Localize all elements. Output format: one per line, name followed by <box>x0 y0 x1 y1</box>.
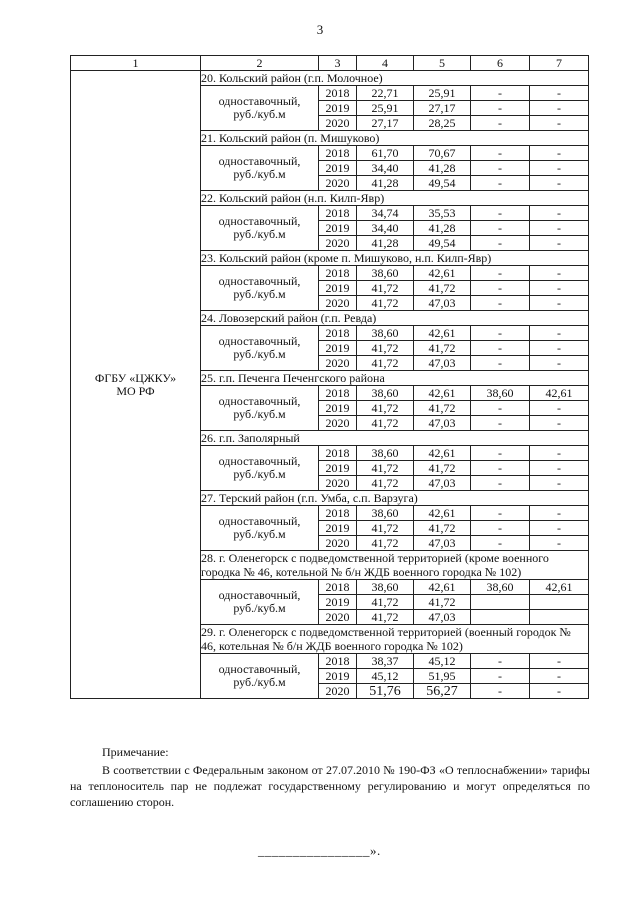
year-cell: 2020 <box>319 176 357 191</box>
value-cell: 38,60 <box>471 386 530 401</box>
tariff-kind-line: одноставочный, <box>218 588 301 602</box>
value-cell: - <box>471 536 530 551</box>
value-cell: - <box>530 86 589 101</box>
value-cell: 38,60 <box>357 266 414 281</box>
organization-cell <box>71 71 201 699</box>
value-cell: 41,72 <box>357 595 414 610</box>
value-cell: 49,54 <box>414 236 471 251</box>
signature-line: ________________». <box>258 843 381 858</box>
value-cell: - <box>471 326 530 341</box>
value-cell: 41,72 <box>357 296 414 311</box>
value-cell: - <box>530 146 589 161</box>
year-cell: 2020 <box>319 684 357 699</box>
section-title: 28. г. Оленегорск с подведомственной территорией (кроме военного городка № 46, котельной № б/н ЖДБ военного городка № 102) <box>201 551 589 580</box>
tariff-kind-line: руб./куб.м <box>233 287 286 301</box>
value-cell: - <box>530 176 589 191</box>
value-cell: - <box>471 101 530 116</box>
value-cell: 27,17 <box>357 116 414 131</box>
value-cell: 41,72 <box>357 476 414 491</box>
value-cell: 41,28 <box>414 221 471 236</box>
value-cell: - <box>471 356 530 371</box>
value-cell: 42,61 <box>414 266 471 281</box>
value-cell: - <box>471 281 530 296</box>
year-cell: 2019 <box>319 595 357 610</box>
value-cell: 70,67 <box>414 146 471 161</box>
tariff-kind <box>201 326 319 371</box>
year-cell: 2020 <box>319 296 357 311</box>
section-title: 27. Терский район (г.п. Умба, с.п. Варзуга) <box>201 491 589 506</box>
value-cell <box>530 595 589 610</box>
value-cell: - <box>471 461 530 476</box>
section-title: 29. г. Оленегорск с подведомственной территорией (военный городок № 46, котельная № б/н ЖДБ военного городка № 102) <box>201 625 589 654</box>
value-cell: - <box>471 221 530 236</box>
tariff-kind-line: одноставочный, <box>218 214 301 228</box>
value-cell: 42,61 <box>414 326 471 341</box>
tariff-kind <box>201 266 319 311</box>
year-cell: 2019 <box>319 401 357 416</box>
tariff-kind-line: руб./куб.м <box>233 107 286 121</box>
section-title: 26. г.п. Заполярный <box>201 431 589 446</box>
tariff-kind <box>201 206 319 251</box>
value-cell: - <box>530 461 589 476</box>
value-cell: 41,72 <box>357 521 414 536</box>
year-cell: 2020 <box>319 610 357 625</box>
value-cell: - <box>471 684 530 699</box>
year-cell: 2019 <box>319 341 357 356</box>
tariff-kind-line: одноставочный, <box>218 662 301 676</box>
section-title: 21. Кольский район (п. Мишуково) <box>201 131 589 146</box>
value-cell: 47,03 <box>414 416 471 431</box>
value-cell: - <box>471 401 530 416</box>
value-cell: 49,54 <box>414 176 471 191</box>
value-cell: 45,12 <box>357 669 414 684</box>
tariff-kind-line: руб./куб.м <box>233 347 286 361</box>
value-cell: 45,12 <box>414 654 471 669</box>
value-cell: 38,60 <box>471 580 530 595</box>
value-cell: - <box>471 416 530 431</box>
value-cell: 38,60 <box>357 580 414 595</box>
value-cell: 42,61 <box>414 580 471 595</box>
tariff-kind-line: одноставочный, <box>218 334 301 348</box>
year-cell: 2020 <box>319 416 357 431</box>
tariff-kind <box>201 86 319 131</box>
value-cell: 41,72 <box>357 401 414 416</box>
tariff-kind-line: одноставочный, <box>218 394 301 408</box>
year-cell: 2018 <box>319 206 357 221</box>
year-cell: 2020 <box>319 116 357 131</box>
section-title: 22. Кольский район (н.п. Килп-Явр) <box>201 191 589 206</box>
year-cell: 2018 <box>319 326 357 341</box>
tariff-table <box>70 55 589 699</box>
value-cell: - <box>471 206 530 221</box>
value-cell: 47,03 <box>414 476 471 491</box>
tariff-kind-line: одноставочный, <box>218 454 301 468</box>
value-cell: - <box>471 341 530 356</box>
organization-name: МО РФ <box>116 383 155 398</box>
value-cell: 41,72 <box>357 281 414 296</box>
year-cell: 2018 <box>319 386 357 401</box>
value-cell: 42,61 <box>530 580 589 595</box>
section-title: 23. Кольский район (кроме п. Мишуково, н.п. Килп-Явр) <box>201 251 589 266</box>
year-cell: 2019 <box>319 669 357 684</box>
value-cell: - <box>530 341 589 356</box>
column-number: 2 <box>201 56 319 71</box>
value-cell: 38,60 <box>357 506 414 521</box>
value-cell: - <box>530 266 589 281</box>
value-cell: 41,28 <box>414 161 471 176</box>
value-cell: - <box>530 669 589 684</box>
value-cell: - <box>530 221 589 236</box>
value-cell: 41,72 <box>414 521 471 536</box>
value-cell: - <box>471 506 530 521</box>
value-cell: 47,03 <box>414 536 471 551</box>
section-title: 24. Ловозерский район (г.п. Ревда) <box>201 311 589 326</box>
value-cell: - <box>471 654 530 669</box>
tariff-kind-line: руб./куб.м <box>233 227 286 241</box>
value-cell: 35,53 <box>414 206 471 221</box>
section-title: 25. г.п. Печенга Печенгского района <box>201 371 589 386</box>
tariff-kind <box>201 506 319 551</box>
value-cell: - <box>530 401 589 416</box>
tariff-kind-line: руб./куб.м <box>233 601 286 615</box>
year-cell: 2018 <box>319 580 357 595</box>
year-cell: 2020 <box>319 236 357 251</box>
value-cell: - <box>471 446 530 461</box>
value-cell: 42,61 <box>414 506 471 521</box>
value-cell: 61,70 <box>357 146 414 161</box>
value-cell: - <box>471 146 530 161</box>
value-cell: - <box>530 684 589 699</box>
column-number: 3 <box>319 56 357 71</box>
value-cell: 51,95 <box>414 669 471 684</box>
year-cell: 2018 <box>319 146 357 161</box>
value-cell: - <box>530 536 589 551</box>
value-cell: - <box>530 236 589 251</box>
value-cell: 41,72 <box>357 536 414 551</box>
value-cell: - <box>530 521 589 536</box>
value-cell: 42,61 <box>414 386 471 401</box>
tariff-kind-line: одноставочный, <box>218 514 301 528</box>
value-cell: - <box>471 669 530 684</box>
year-cell: 2019 <box>319 161 357 176</box>
column-number: 1 <box>71 56 201 71</box>
value-cell: 41,72 <box>357 461 414 476</box>
value-cell: 38,60 <box>357 446 414 461</box>
value-cell: - <box>471 476 530 491</box>
value-cell: - <box>471 521 530 536</box>
column-number-row <box>71 56 589 71</box>
note <box>70 744 590 810</box>
tariff-kind <box>201 446 319 491</box>
year-cell: 2018 <box>319 266 357 281</box>
column-number: 6 <box>471 56 530 71</box>
value-cell: 34,40 <box>357 161 414 176</box>
value-cell: 47,03 <box>414 356 471 371</box>
value-cell: 27,17 <box>414 101 471 116</box>
value-cell: 41,72 <box>357 356 414 371</box>
value-cell: - <box>530 654 589 669</box>
year-cell: 2018 <box>319 86 357 101</box>
value-cell: - <box>530 206 589 221</box>
value-cell: 42,61 <box>530 386 589 401</box>
year-cell: 2019 <box>319 101 357 116</box>
tariff-kind <box>201 146 319 191</box>
value-cell: 25,91 <box>357 101 414 116</box>
value-cell: - <box>530 161 589 176</box>
value-cell: 28,25 <box>414 116 471 131</box>
value-cell: - <box>530 101 589 116</box>
tariff-kind-line: руб./куб.м <box>233 167 286 181</box>
section-title: 20. Кольский район (г.п. Молочное) <box>201 71 589 86</box>
value-cell: 41,72 <box>414 341 471 356</box>
value-cell: 41,72 <box>414 461 471 476</box>
value-cell: - <box>530 116 589 131</box>
value-cell: 56,27 <box>414 684 471 699</box>
value-cell: - <box>530 281 589 296</box>
value-cell: 41,72 <box>414 281 471 296</box>
value-cell: 41,72 <box>357 610 414 625</box>
tariff-kind-line: руб./куб.м <box>233 407 286 421</box>
value-cell: - <box>530 356 589 371</box>
value-cell: 38,60 <box>357 386 414 401</box>
column-number: 5 <box>414 56 471 71</box>
value-cell: 38,60 <box>357 326 414 341</box>
value-cell: 42,61 <box>414 446 471 461</box>
year-cell: 2020 <box>319 476 357 491</box>
value-cell: 34,74 <box>357 206 414 221</box>
value-cell: 41,72 <box>414 595 471 610</box>
note-title: Примечание: <box>102 745 169 759</box>
organization-name: ФГБУ «ЦЖКУ» <box>94 370 177 385</box>
tariff-kind-line: одноставочный, <box>218 94 301 108</box>
value-cell: - <box>471 236 530 251</box>
value-cell: 41,72 <box>414 401 471 416</box>
value-cell: 25,91 <box>414 86 471 101</box>
tariff-kind <box>201 654 319 699</box>
value-cell: 38,37 <box>357 654 414 669</box>
value-cell: - <box>530 476 589 491</box>
year-cell: 2019 <box>319 221 357 236</box>
column-number: 4 <box>357 56 414 71</box>
value-cell: - <box>530 416 589 431</box>
column-number: 7 <box>530 56 589 71</box>
value-cell: 41,28 <box>357 176 414 191</box>
tariff-kind <box>201 580 319 625</box>
section-title-row <box>71 71 589 86</box>
value-cell: 41,72 <box>357 416 414 431</box>
tariff-kind <box>201 386 319 431</box>
value-cell: 34,40 <box>357 221 414 236</box>
value-cell: 41,28 <box>357 236 414 251</box>
year-cell: 2019 <box>319 461 357 476</box>
year-cell: 2020 <box>319 536 357 551</box>
value-cell: - <box>471 266 530 281</box>
value-cell: - <box>530 296 589 311</box>
tariff-kind-line: одноставочный, <box>218 154 301 168</box>
year-cell: 2019 <box>319 521 357 536</box>
year-cell: 2019 <box>319 281 357 296</box>
year-cell: 2018 <box>319 654 357 669</box>
year-cell: 2018 <box>319 446 357 461</box>
value-cell: 47,03 <box>414 610 471 625</box>
value-cell: - <box>530 326 589 341</box>
value-cell: - <box>471 176 530 191</box>
value-cell: - <box>471 161 530 176</box>
tariff-kind-line: руб./куб.м <box>233 675 286 689</box>
value-cell: - <box>471 296 530 311</box>
value-cell: - <box>530 506 589 521</box>
value-cell <box>471 595 530 610</box>
value-cell: - <box>471 116 530 131</box>
tariff-kind-line: руб./куб.м <box>233 527 286 541</box>
tariff-kind-line: одноставочный, <box>218 274 301 288</box>
tariff-kind-line: руб./куб.м <box>233 467 286 481</box>
value-cell: - <box>530 446 589 461</box>
value-cell: 41,72 <box>357 341 414 356</box>
value-cell: 51,76 <box>357 684 414 699</box>
value-cell: - <box>471 86 530 101</box>
year-cell: 2018 <box>319 506 357 521</box>
year-cell: 2020 <box>319 356 357 371</box>
value-cell <box>471 610 530 625</box>
page-number: 3 <box>316 22 324 37</box>
value-cell: 47,03 <box>414 296 471 311</box>
note-text: В соответствии с Федеральным законом от 27.07.2010 № 190-ФЗ «О теплоснабжении» тарифы на теплоноситель пар не подлежат государственному регулированию и могут определяться по соглашению сторон. <box>70 763 590 809</box>
value-cell: 22,71 <box>357 86 414 101</box>
value-cell <box>530 610 589 625</box>
